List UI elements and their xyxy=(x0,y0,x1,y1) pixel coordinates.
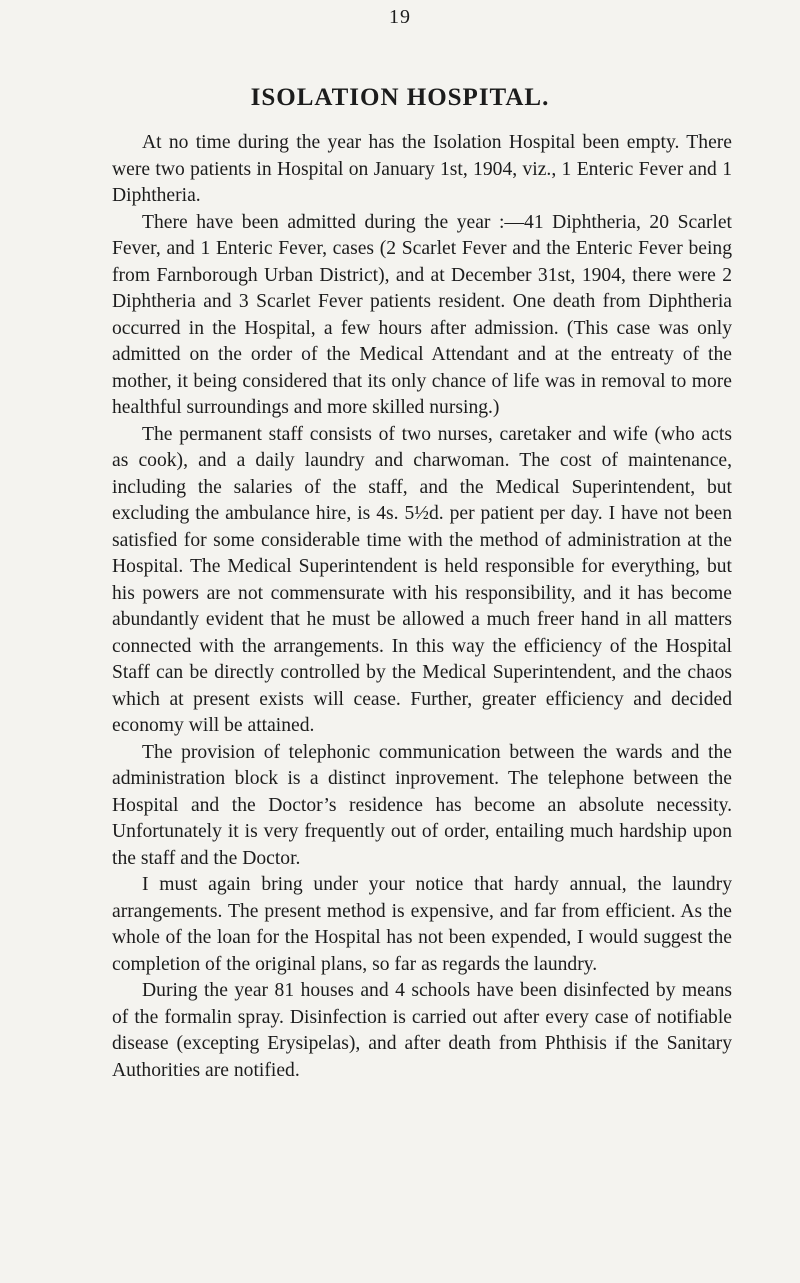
paragraph-telephonic-communication: The provision of telephonic communication between the wards and the administration block is a distinct inprovement. The telephone between the Hospital and the Doctor’s residence has become an absolute necessity. Unfortunately it is very frequently out of order, entailing much hardship upon the staff and the Doctor. xyxy=(112,741,732,869)
paragraph-disinfection: During the year 81 houses and 4 schools have been disinfected by means of the formalin spray. Disinfection is carried out after every case of notifiable disease (excepting Erysipelas), and after death from Phthisis if the Sanitary Authorities are notified. xyxy=(112,980,732,1081)
page-number: 19 xyxy=(389,6,411,28)
paragraph-permanent-staff: The permanent staff consists of two nurses, caretaker and wife (who acts as cook), and a daily laundry and charwoman. The cost of maintenance, including the salaries of the staff, and the Medical Superintendent, but excluding the ambulance hire, is 4s. 5½d. per patient per day. I have not been satisfied for some considerable time with the method of administration at the Hospital. The Medical Superintendent is held responsible for everything, but his powers are not commensurate with his responsibility, and it has become abundantly evident that he must be allowed a much freer hand in all matters connected with the arrangements. In this way the efficiency of the Hospital Staff can be directly controlled by the Medical Superintendent, and the chaos which at present exists will cease. Further, greater efficiency and decided economy will be attained. xyxy=(112,423,732,736)
section-heading: ISOLATION HOSPITAL. xyxy=(250,84,550,111)
paragraph-laundry-arrangements: I must again bring under your notice that hardy annual, the laundry arrangements. The present method is expensive, and far from efficient. As the whole of the loan for the Hospital has not been expended, I would suggest the completion of the original plans, so far as regards the laundry. xyxy=(112,874,732,975)
paragraph-patients-on-january: At no time during the year has the Isolation Hospital been empty. There were two patients in Hospital on January 1st, 1904, viz., 1 Enteric Fever and 1 Diphtheria. xyxy=(112,132,732,206)
body-text xyxy=(112,130,732,1084)
paragraph-admissions: There have been admitted during the year :—41 Diphtheria, 20 Scarlet Fever, and 1 Enteric Fever, cases (2 Scarlet Fever and the Enteric Fever being from Farnborough Urban District), and at December 31st, 1904, there were 2 Diphtheria and 3 Scarlet Fever patients resident. One death from Diphtheria occurred in the Hospital, a few hours after admission. (This case was only admitted on the order of the Medical Attendant and at the entreaty of the mother, it being considered that its only chance of life was in removal to more healthful surroundings and more skilled nursing.) xyxy=(112,211,732,418)
